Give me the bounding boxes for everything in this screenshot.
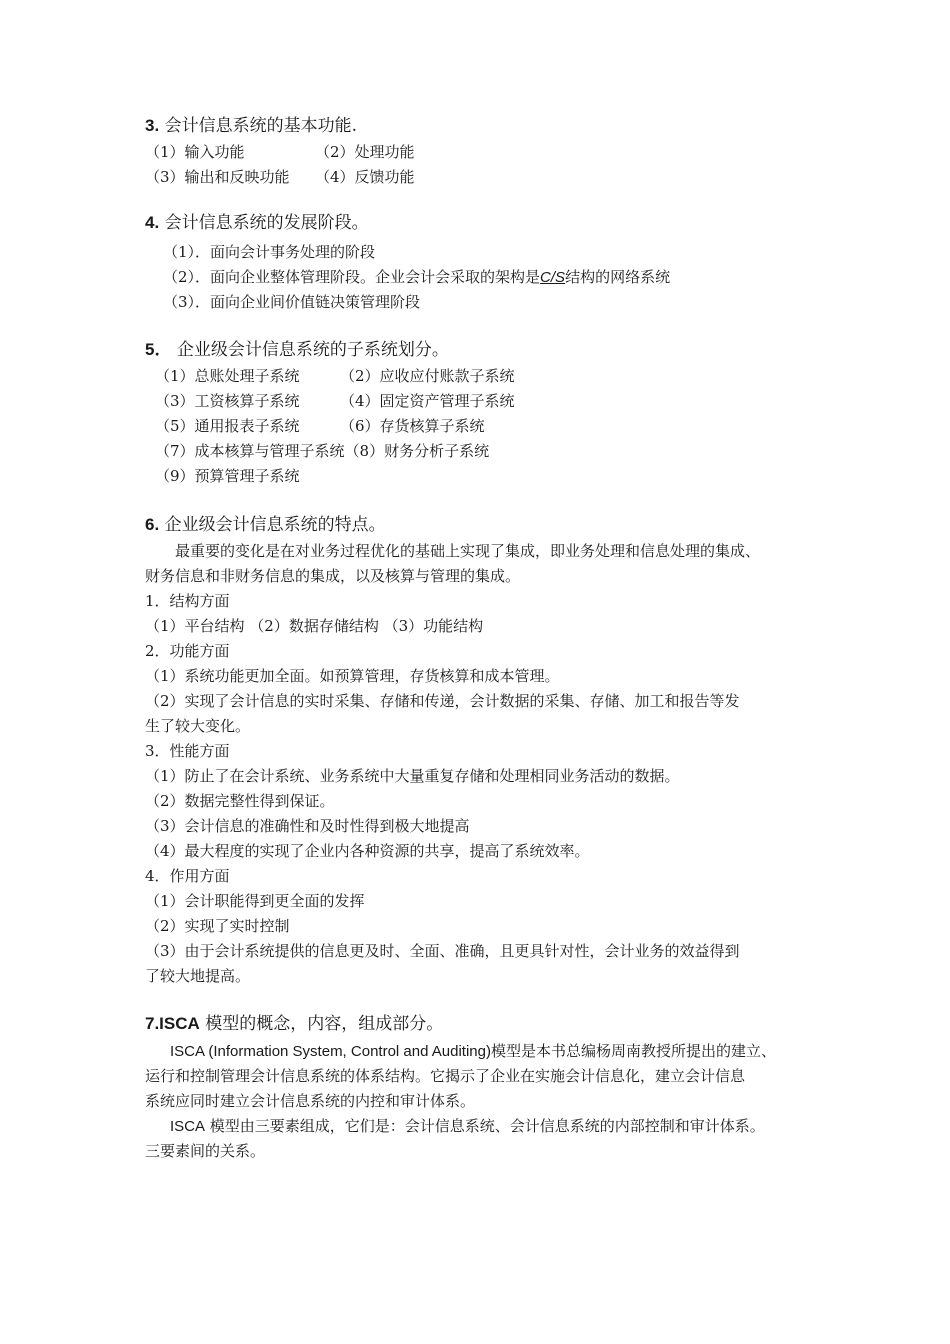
s6-function-item-2-cont: 生了较大变化。 — [145, 717, 251, 735]
s4-item-2-text: （2）．面向企业整体管理阶段。企业会计会采取的架构是 — [163, 268, 541, 286]
s5-item-1: （1）总账处理子系统 — [155, 367, 300, 385]
s3-item-4: （4）反馈功能 — [315, 168, 415, 186]
s4-item-2-suffix: 结构的网络系统 — [565, 268, 671, 286]
s5-item-6: （6）存货核算子系统 — [340, 417, 485, 435]
s6-paragraph-line-1: 最重要的变化是在对业务过程优化的基础上实现了集成，即业务处理和信息处理的集成、 — [175, 542, 761, 560]
s6-performance-item-3: （3）会计信息的准确性和及时性得到极大地提高 — [145, 817, 470, 835]
s6-function-item-1: （1）系统功能更加全面。如预算管理，存货核算和成本管理。 — [145, 667, 560, 685]
s7-paragraph-line-4-text: 模型由三要素组成，它们是：会计信息系统、会计信息系统的内部控制和审计体系。 — [205, 1117, 765, 1135]
section-7-number: 7.ISCA — [145, 1014, 200, 1033]
s4-item-2 — [163, 267, 670, 288]
s5-item-7-8: （7）成本核算与管理子系统（8）财务分析子系统 — [155, 442, 490, 460]
s7-paragraph-line-1-text: 模型是本书总编杨周南教授所提出的建立、 — [490, 1042, 776, 1060]
s6-subheading-function: 2．功能方面 — [145, 642, 230, 660]
section-6-number: 6. — [145, 515, 160, 534]
section-6-heading — [145, 514, 386, 536]
s4-item-1: （1）．面向会计事务处理的阶段 — [163, 243, 376, 261]
s6-role-item-3-cont: 了较大地提高。 — [145, 967, 251, 985]
section-5-number: 5． — [145, 340, 172, 359]
s5-item-3: （3）工资核算子系统 — [155, 392, 300, 410]
s5-item-9: （9）预算管理子系统 — [155, 467, 300, 485]
s6-role-item-1: （1）会计职能得到更全面的发挥 — [145, 892, 365, 910]
s7-paragraph-line-3: 系统应同时建立会计信息系统的内控和审计体系。 — [145, 1092, 476, 1110]
s5-item-4: （4）固定资产管理子系统 — [340, 392, 515, 410]
section-3-number: 3. — [145, 116, 160, 135]
cs-architecture-term: C/S — [540, 269, 566, 286]
s6-performance-item-1: （1）防止了在会计系统、业务系统中大量重复存储和处理相同业务活动的数据。 — [145, 767, 680, 785]
s6-structure-items: （1）平台结构 （2）数据存储结构 （3）功能结构 — [145, 617, 484, 635]
s7-paragraph-line-4 — [170, 1116, 765, 1137]
section-6-title: 企业级会计信息系统的特点。 — [164, 515, 386, 535]
s6-performance-item-2: （2）数据完整性得到保证。 — [145, 792, 335, 810]
s6-paragraph-line-2: 财务信息和非财务信息的集成，以及核算与管理的集成。 — [145, 567, 521, 585]
section-4-number: 4. — [145, 213, 160, 232]
section-5-heading — [145, 339, 449, 361]
s7-paragraph-line-2: 运行和控制管理会计信息系统的体系结构。它揭示了企业在实施会计信息化，建立会计信息 — [145, 1067, 746, 1085]
s5-item-2: （2）应收应付账款子系统 — [340, 367, 515, 385]
section-3-heading — [145, 115, 357, 137]
section-4-heading — [145, 212, 369, 234]
section-7-heading — [145, 1013, 443, 1035]
s6-role-item-3: （3）由于会计系统提供的信息更及时、全面、准确，且更具针对性，会计业务的效益得到 — [145, 942, 740, 960]
isca-full-name: ISCA (Information System, Control and Auditing) — [170, 1043, 491, 1060]
section-3-title: 会计信息系统的基本功能. — [164, 116, 357, 136]
s3-item-1: （1）输入功能 — [145, 143, 245, 161]
section-5-title: 企业级会计信息系统的子系统划分。 — [176, 340, 449, 360]
s7-paragraph-line-5: 三要素间的关系。 — [145, 1142, 266, 1160]
s6-performance-item-4: （4）最大程度的实现了企业内各种资源的共享，提高了系统效率。 — [145, 842, 590, 860]
s6-subheading-role: 4．作用方面 — [145, 867, 230, 885]
s7-paragraph-line-1 — [170, 1041, 776, 1062]
s6-subheading-performance: 3．性能方面 — [145, 742, 230, 760]
s4-item-3: （3）．面向企业间价值链决策管理阶段 — [163, 293, 421, 311]
s3-item-3: （3）输出和反映功能 — [145, 168, 290, 186]
s6-subheading-structure: 1．结构方面 — [145, 592, 230, 610]
s6-role-item-2: （2）实现了实时控制 — [145, 917, 290, 935]
s6-function-item-2: （2）实现了会计信息的实时采集、存储和传递，会计数据的采集、存储、加工和报告等发 — [145, 692, 740, 710]
s5-item-5: （5）通用报表子系统 — [155, 417, 300, 435]
section-7-title: 模型的概念，内容，组成部分。 — [199, 1014, 444, 1034]
section-4-title: 会计信息系统的发展阶段。 — [164, 213, 369, 233]
s3-item-2: （2）处理功能 — [315, 143, 415, 161]
isca-term: ISCA — [170, 1118, 206, 1135]
